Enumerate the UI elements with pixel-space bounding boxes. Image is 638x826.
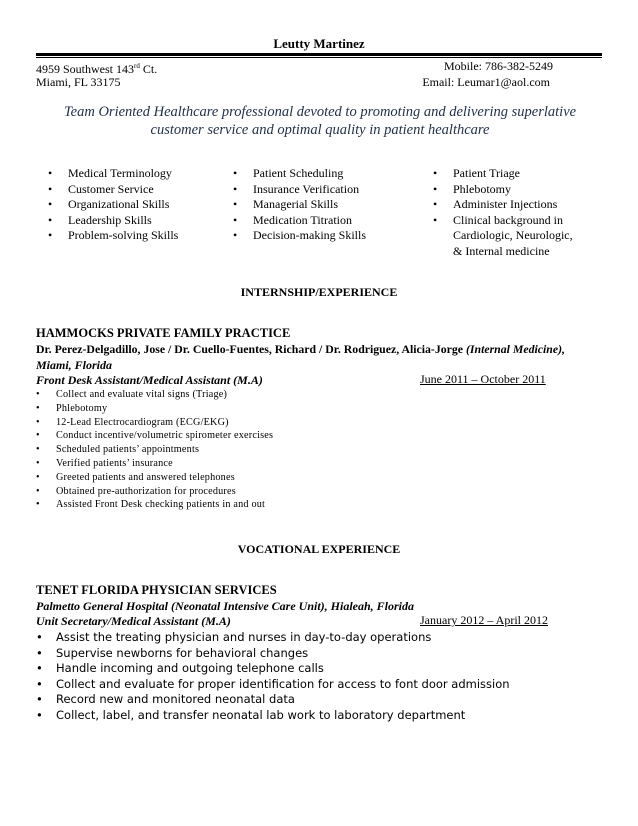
duty-item: • Assist the treating physician and nurses in day-to-day operations — [36, 630, 510, 646]
skill-item: • Customer Service — [48, 182, 178, 198]
internship-title: Front Desk Assistant/Medical Assistant (M.A) — [36, 373, 263, 387]
duty-item: • Scheduled patients’ appointments — [36, 443, 273, 457]
duty-item: • Collect and evaluate vital signs (Triage) — [36, 388, 273, 402]
internship-org: HAMMOCKS PRIVATE FAMILY PRACTICE — [36, 326, 291, 340]
skill-item: • Patient Scheduling — [233, 166, 366, 182]
skills-column-3 — [433, 166, 583, 259]
skills-column-2 — [233, 166, 366, 244]
duty-item: • Collect, label, and transfer neonatal lab work to laboratory department — [36, 708, 510, 724]
skill-item: • Insurance Verification — [233, 182, 366, 198]
vocational-heading: VOCATIONAL EXPERIENCE — [237, 542, 401, 556]
vocational-duties — [36, 630, 510, 723]
internship-heading: INTERNSHIP/EXPERIENCE — [240, 285, 398, 299]
duty-item: • Collect and evaluate for proper identification for access to font door admission — [36, 677, 510, 693]
vocational-title: Unit Secretary/Medical Assistant (M.A) — [36, 614, 231, 628]
duty-item: • Greeted patients and answered telephones — [36, 471, 273, 485]
duty-item: • Verified patients’ insurance — [36, 457, 273, 471]
skill-item: • Decision-making Skills — [233, 228, 366, 244]
address-street: 4959 Southwest 143 — [36, 62, 135, 76]
skill-item: • Medical Terminology — [48, 166, 178, 182]
duty-item: • Obtained pre-authorization for procedures — [36, 485, 273, 499]
duty-item: • Conduct incentive/volumetric spirometer exercises — [36, 429, 273, 443]
duty-item: • 12-Lead Electrocardiogram (ECG/EKG) — [36, 416, 273, 430]
internship-dates: June 2011 – October 2011 — [420, 372, 546, 386]
duty-item: • Assisted Front Desk checking patients in and out — [36, 498, 273, 512]
internship-duties — [36, 388, 273, 512]
skill-item: • Phlebotomy — [433, 182, 583, 198]
internship-doctors: Dr. Perez-Delgadillo, Jose / Dr. Cuello-Fuentes, Richard / Dr. Rodriguez, Alicia-Jorge — [36, 342, 466, 356]
phone-number: Mobile: 786-382-5249 — [444, 59, 553, 73]
skill-item: • Organizational Skills — [48, 197, 178, 213]
duty-item: • Record new and monitored neonatal data — [36, 692, 510, 708]
address-line-2: Miami, FL 33175 — [36, 75, 121, 89]
address-superscript: rd — [134, 62, 140, 70]
skill-item: • Administer Injections — [433, 197, 583, 213]
header-rule-thick — [36, 53, 602, 56]
address-suffix: Ct. — [139, 62, 158, 76]
internship-doctors-line — [36, 341, 565, 357]
duty-item: • Handle incoming and outgoing telephone calls — [36, 661, 510, 677]
internship-location: Miami, Florida — [36, 358, 113, 372]
duty-item: • Phlebotomy — [36, 402, 273, 416]
email-address: Email: Leumar1@aol.com — [422, 75, 550, 89]
vocational-dates: January 2012 – April 2012 — [420, 613, 548, 627]
duty-item: • Supervise newborns for behavioral changes — [36, 646, 510, 662]
professional-summary: Team Oriented Healthcare professional devoted to promoting and delivering superlative customer service and optimal quality in patient healthcare — [63, 104, 577, 138]
skill-item: • Patient Triage — [433, 166, 583, 182]
skill-item: • Managerial Skills — [233, 197, 366, 213]
internship-specialty: (Internal Medicine), — [465, 342, 565, 356]
skill-item: • Medication Titration — [233, 213, 366, 229]
resume-name: Leutty Martinez — [273, 36, 365, 51]
vocational-org: TENET FLORIDA PHYSICIAN SERVICES — [36, 583, 277, 597]
vocational-hospital: Palmetto General Hospital (Neonatal Intensive Care Unit), Hialeah, Florida — [36, 599, 415, 613]
skills-column-1 — [48, 166, 178, 244]
skill-item: • Leadership Skills — [48, 213, 178, 229]
skill-item: • Clinical background in Cardiologic, Neurologic, & Internal medicine — [433, 213, 583, 260]
skill-item: • Problem-solving Skills — [48, 228, 178, 244]
header-rule-thin — [36, 57, 602, 58]
